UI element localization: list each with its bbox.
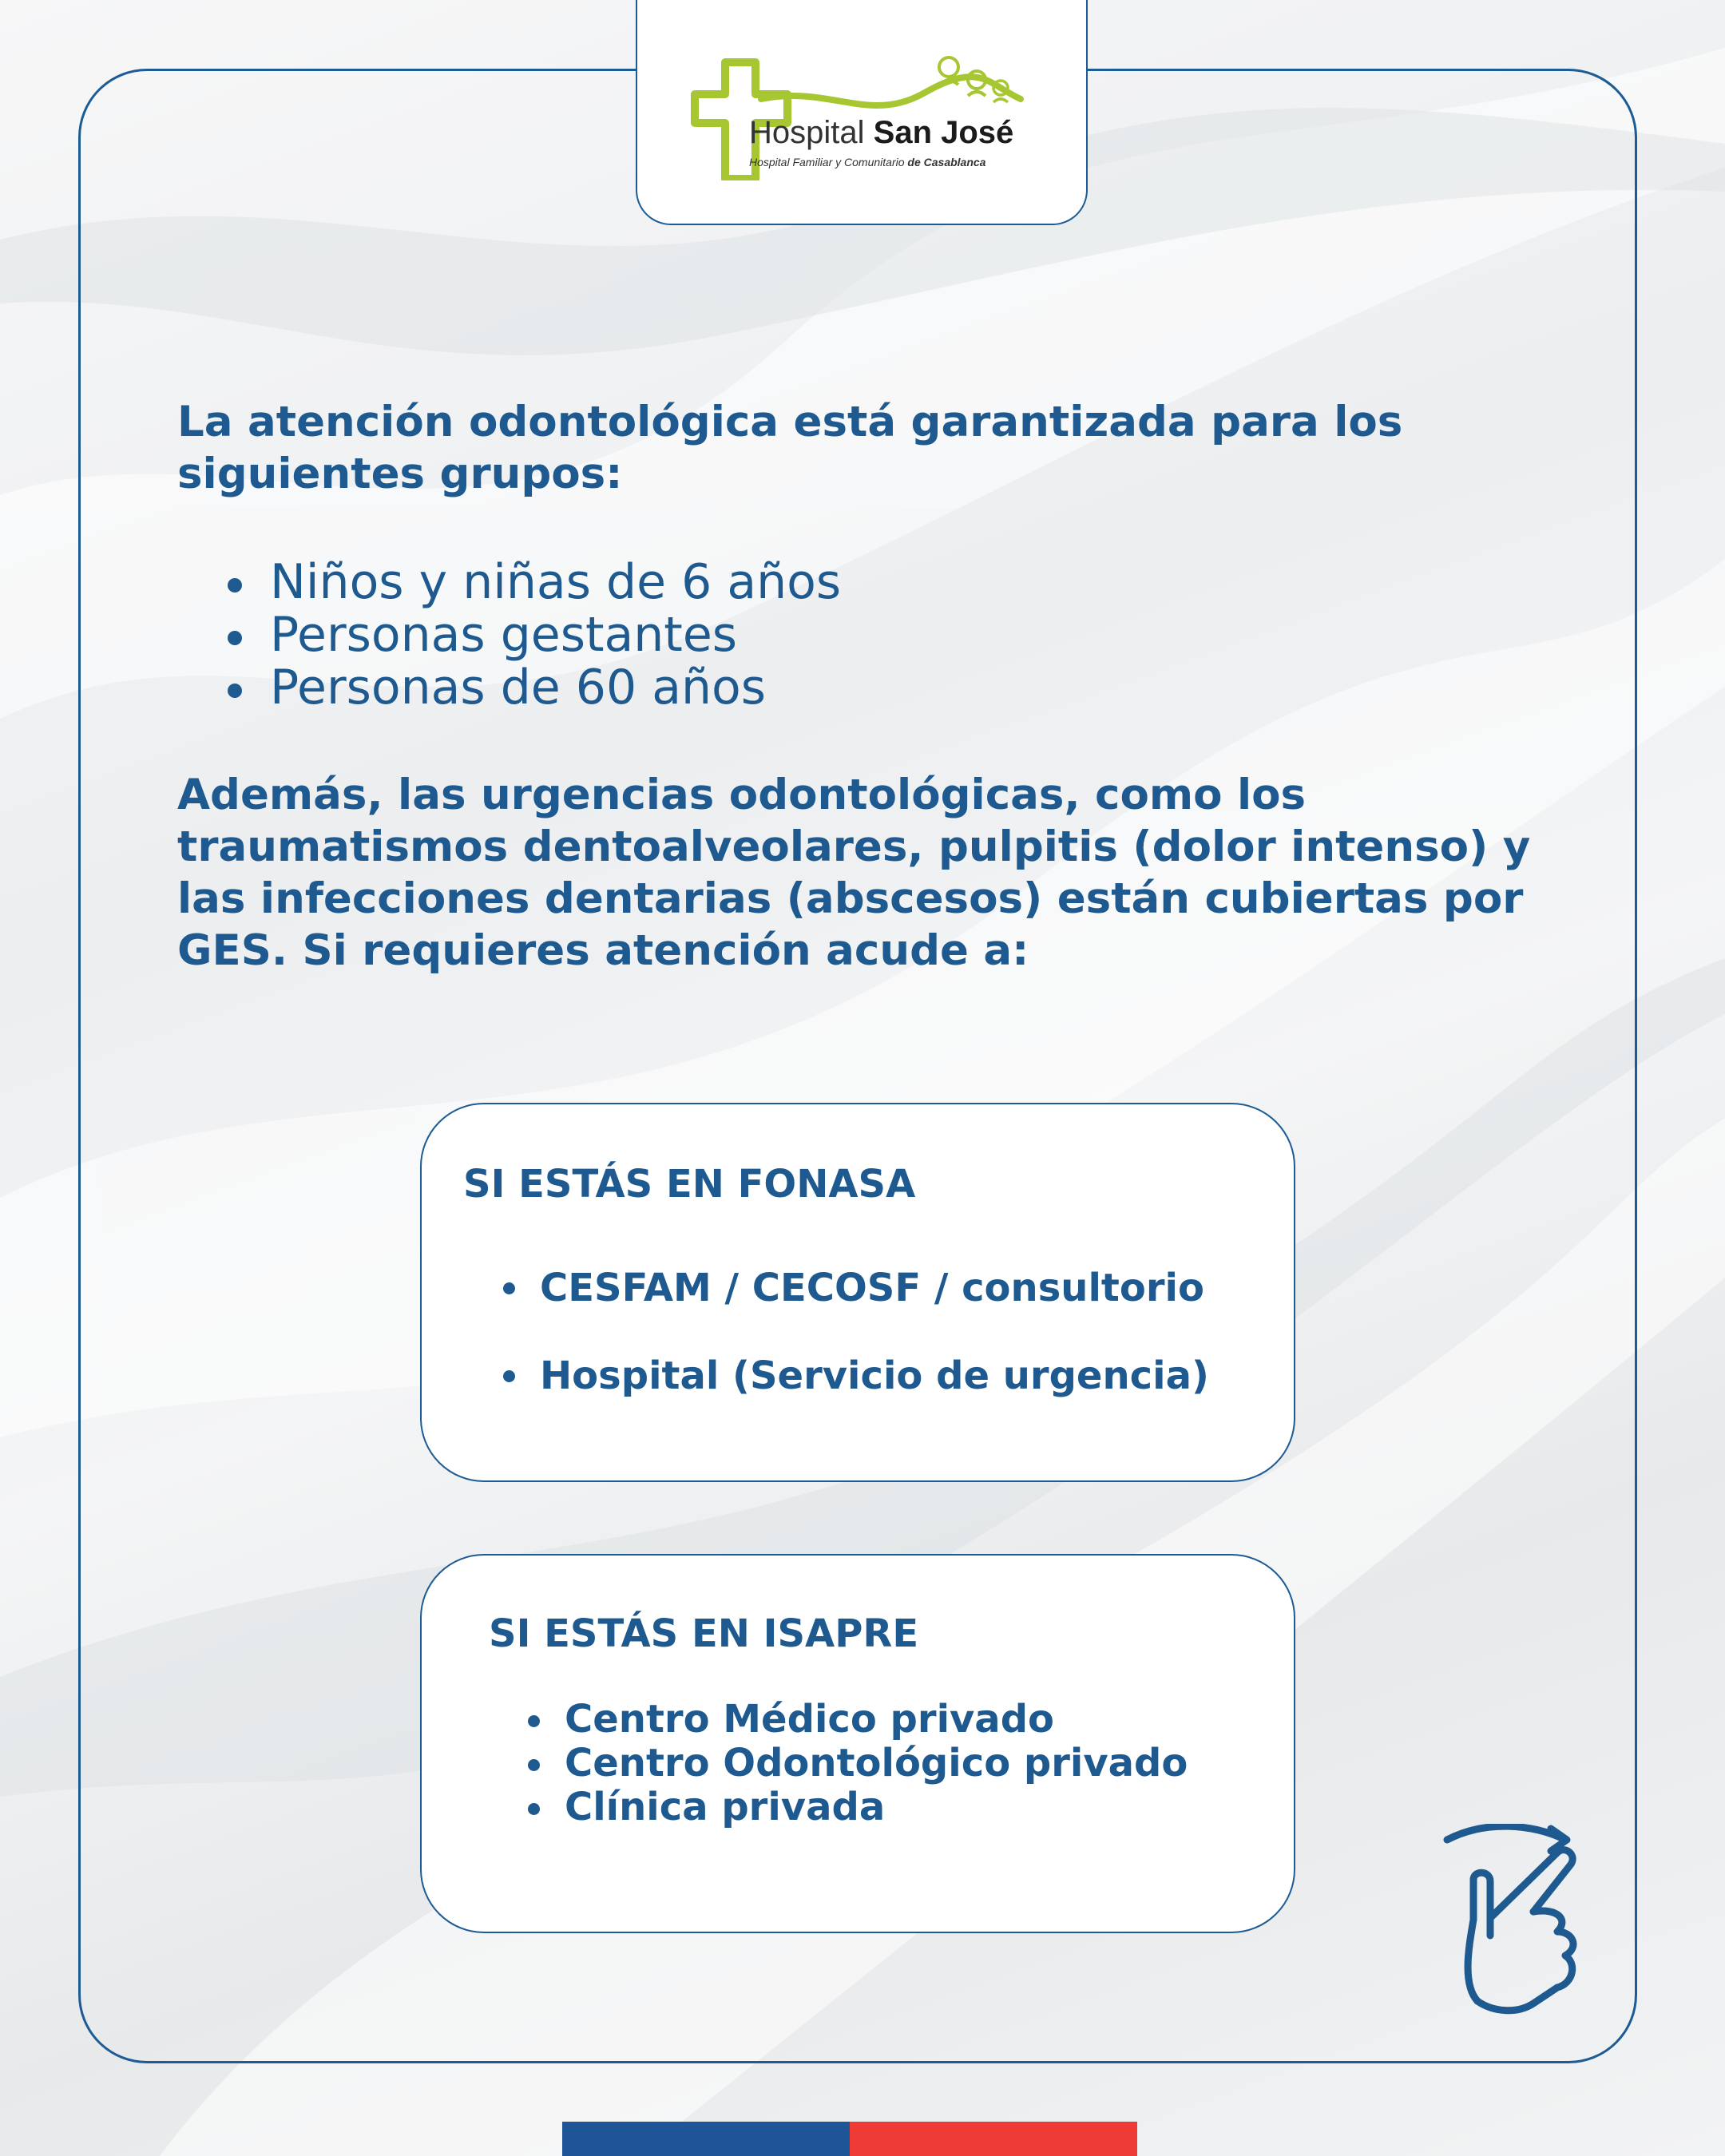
fonasa-list xyxy=(503,1244,1209,1420)
logo-hospital-name: Hospital San José xyxy=(749,115,1014,150)
list-item: CESFAM / CECOSF / consultorio xyxy=(503,1244,1209,1332)
list-item: Personas gestantes xyxy=(228,608,841,661)
urgencies-heading: Además, las urgencias odontológicas, como los traumatismos dentoalveolares, pulpitis (dolor intenso) y las infecciones dentarias (abscesos) están cubiertas por GES. Si requieres atención acude a: xyxy=(177,771,1531,975)
list-item: Niños y niñas de 6 años xyxy=(228,556,841,608)
isapre-list xyxy=(528,1698,1188,1829)
flag-stripe-bottom xyxy=(562,2122,1137,2156)
fonasa-title: SI ESTÁS EN FONASA xyxy=(463,1162,916,1207)
swipe-hand-icon[interactable] xyxy=(1438,1824,1597,2015)
list-item: Centro Odontológico privado xyxy=(528,1742,1188,1785)
guaranteed-groups-list xyxy=(228,556,841,714)
isapre-title: SI ESTÁS EN ISAPRE xyxy=(489,1611,919,1656)
flag-red-segment xyxy=(850,2122,1137,2156)
list-item: Centro Médico privado xyxy=(528,1698,1188,1742)
logo-hospital-subtitle: Hospital Familiar y Comunitario de Casablanca xyxy=(749,156,986,168)
intro-heading: La atención odontológica está garantizada para los siguientes grupos: xyxy=(177,398,1403,498)
flag-blue-segment xyxy=(562,2122,850,2156)
list-item: Personas de 60 años xyxy=(228,661,841,714)
logo-card xyxy=(636,0,1088,225)
isapre-card xyxy=(420,1554,1295,1933)
list-item: Hospital (Servicio de urgencia) xyxy=(503,1332,1209,1420)
list-item: Clínica privada xyxy=(528,1785,1188,1829)
fonasa-card xyxy=(420,1103,1295,1482)
